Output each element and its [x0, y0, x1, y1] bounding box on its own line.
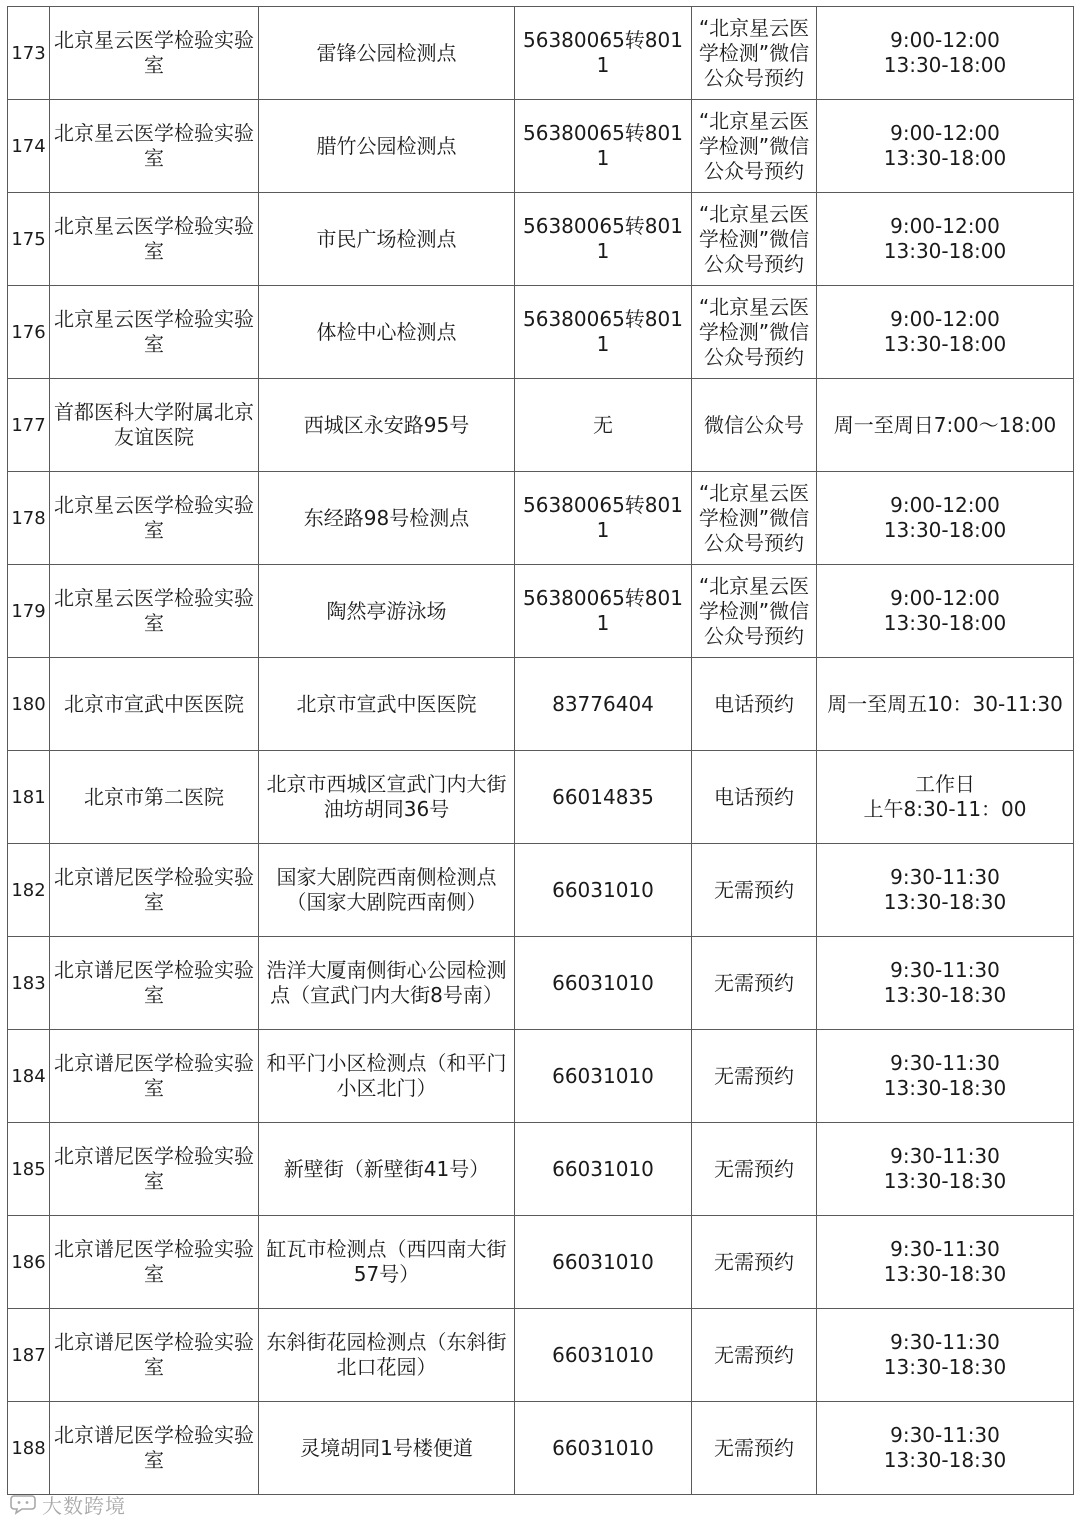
table-row	[8, 751, 1074, 844]
phone-cell: 66031010	[515, 844, 692, 937]
table-row	[8, 7, 1074, 100]
booking-method-cell: “北京星云医学检测”微信公众号预约	[692, 286, 817, 379]
phone-cell: 83776404	[515, 658, 692, 751]
table-row	[8, 1123, 1074, 1216]
row-number-cell: 188	[8, 1402, 50, 1495]
table-row	[8, 193, 1074, 286]
testing-sites-table	[7, 6, 1074, 1495]
organization-cell: 北京谱尼医学检验实验室	[50, 1309, 259, 1402]
hours-line: 9:00-12:00	[890, 28, 1000, 52]
speech-bubble-icon	[10, 1493, 36, 1515]
hours-line: 工作日	[915, 772, 975, 796]
phone-cell: 56380065转8011	[515, 565, 692, 658]
phone-cell: 56380065转8011	[515, 472, 692, 565]
phone-cell: 56380065转8011	[515, 100, 692, 193]
hours-line: 13:30-18:30	[883, 1448, 1007, 1472]
hours-line: 13:30-18:00	[883, 611, 1007, 635]
testing-site-cell: 西城区永安路95号	[259, 379, 515, 472]
hours-line: 周一至周日7:00～18:00	[833, 412, 1057, 437]
table-row	[8, 1402, 1074, 1495]
booking-method-cell: 无需预约	[692, 1216, 817, 1309]
organization-cell: 北京谱尼医学检验实验室	[50, 1123, 259, 1216]
organization-cell: 北京谱尼医学检验实验室	[50, 1030, 259, 1123]
hours-line: 13:30-18:30	[883, 1355, 1007, 1379]
hours-line: 周一至周五10：30-11:30	[827, 691, 1063, 716]
booking-method-cell: “北京星云医学检测”微信公众号预约	[692, 472, 817, 565]
table-row	[8, 472, 1074, 565]
phone-cell: 66031010	[515, 1216, 692, 1309]
table-row	[8, 937, 1074, 1030]
row-number-cell: 175	[8, 193, 50, 286]
booking-method-cell: “北京星云医学检测”微信公众号预约	[692, 193, 817, 286]
testing-site-cell: 市民广场检测点	[259, 193, 515, 286]
testing-site-cell: 浩洋大厦南侧街心公园检测点（宣武门内大街8号南）	[259, 937, 515, 1030]
booking-method-cell: 无需预约	[692, 1309, 817, 1402]
organization-cell: 北京市第二医院	[50, 751, 259, 844]
hours-cell	[817, 472, 1074, 565]
hours-line: 9:00-12:00	[890, 586, 1000, 610]
hours-cell	[817, 751, 1074, 844]
table-row	[8, 1216, 1074, 1309]
phone-cell: 56380065转8011	[515, 286, 692, 379]
row-number-cell: 180	[8, 658, 50, 751]
hours-cell	[817, 1030, 1074, 1123]
hours-line: 9:30-11:30	[890, 958, 1000, 982]
testing-site-cell: 东斜街花园检测点（东斜街北口花园）	[259, 1309, 515, 1402]
testing-site-cell: 灵境胡同1号楼便道	[259, 1402, 515, 1495]
phone-cell: 66031010	[515, 1123, 692, 1216]
row-number-cell: 176	[8, 286, 50, 379]
row-number-cell: 177	[8, 379, 50, 472]
testing-site-cell: 腊竹公园检测点	[259, 100, 515, 193]
table-row	[8, 286, 1074, 379]
organization-cell: 北京市宣武中医医院	[50, 658, 259, 751]
table-row	[8, 1309, 1074, 1402]
watermark-text: 大数跨境	[42, 1493, 126, 1518]
table-row	[8, 844, 1074, 937]
testing-site-cell: 北京市西城区宣武门内大街油坊胡同36号	[259, 751, 515, 844]
organization-cell: 北京星云医学检验实验室	[50, 7, 259, 100]
phone-cell: 无	[515, 379, 692, 472]
hours-line: 13:30-18:30	[883, 1169, 1007, 1193]
phone-cell: 66031010	[515, 1309, 692, 1402]
organization-cell: 北京星云医学检验实验室	[50, 193, 259, 286]
phone-cell: 56380065转8011	[515, 7, 692, 100]
hours-cell	[817, 7, 1074, 100]
hours-cell	[817, 844, 1074, 937]
hours-line: 13:30-18:00	[883, 239, 1007, 263]
hours-line: 9:30-11:30	[890, 1051, 1000, 1075]
row-number-cell: 174	[8, 100, 50, 193]
hours-cell	[817, 100, 1074, 193]
booking-method-cell: 电话预约	[692, 751, 817, 844]
hours-line: 上午8:30-11：00	[863, 797, 1027, 821]
testing-site-cell: 新壁街（新壁街41号）	[259, 1123, 515, 1216]
row-number-cell: 179	[8, 565, 50, 658]
hours-cell	[817, 193, 1074, 286]
table-body	[8, 7, 1074, 1495]
hours-line: 13:30-18:00	[883, 146, 1007, 170]
hours-line: 9:30-11:30	[890, 1423, 1000, 1447]
hours-cell	[817, 565, 1074, 658]
hours-cell	[817, 1216, 1074, 1309]
row-number-cell: 187	[8, 1309, 50, 1402]
hours-cell	[817, 658, 1074, 751]
hours-cell	[817, 1402, 1074, 1495]
organization-cell: 北京星云医学检验实验室	[50, 100, 259, 193]
hours-cell	[817, 1309, 1074, 1402]
booking-method-cell: 无需预约	[692, 937, 817, 1030]
hours-cell	[817, 379, 1074, 472]
hours-line: 13:30-18:30	[883, 890, 1007, 914]
booking-method-cell: 微信公众号	[692, 379, 817, 472]
hours-line: 13:30-18:30	[883, 1076, 1007, 1100]
organization-cell: 北京谱尼医学检验实验室	[50, 1216, 259, 1309]
organization-cell: 北京谱尼医学检验实验室	[50, 937, 259, 1030]
hours-line: 13:30-18:00	[883, 53, 1007, 77]
watermark	[10, 1489, 126, 1519]
organization-cell: 北京星云医学检验实验室	[50, 286, 259, 379]
organization-cell: 北京星云医学检验实验室	[50, 565, 259, 658]
hours-line: 13:30-18:30	[883, 983, 1007, 1007]
hours-cell	[817, 1123, 1074, 1216]
hours-line: 13:30-18:00	[883, 332, 1007, 356]
phone-cell: 66031010	[515, 1030, 692, 1123]
testing-site-cell: 体检中心检测点	[259, 286, 515, 379]
organization-cell: 北京谱尼医学检验实验室	[50, 1402, 259, 1495]
testing-site-cell: 和平门小区检测点（和平门小区北门）	[259, 1030, 515, 1123]
hours-line: 9:30-11:30	[890, 865, 1000, 889]
hours-line: 9:30-11:30	[890, 1330, 1000, 1354]
testing-site-cell: 国家大剧院西南侧检测点（国家大剧院西南侧）	[259, 844, 515, 937]
booking-method-cell: 无需预约	[692, 1030, 817, 1123]
booking-method-cell: 电话预约	[692, 658, 817, 751]
hours-line: 13:30-18:30	[883, 1262, 1007, 1286]
hours-line: 9:00-12:00	[890, 307, 1000, 331]
phone-cell: 66014835	[515, 751, 692, 844]
row-number-cell: 181	[8, 751, 50, 844]
row-number-cell: 178	[8, 472, 50, 565]
testing-site-cell: 雷锋公园检测点	[259, 7, 515, 100]
booking-method-cell: 无需预约	[692, 1123, 817, 1216]
row-number-cell: 186	[8, 1216, 50, 1309]
table-row	[8, 100, 1074, 193]
hours-cell	[817, 937, 1074, 1030]
organization-cell: 北京谱尼医学检验实验室	[50, 844, 259, 937]
table-row	[8, 379, 1074, 472]
booking-method-cell: 无需预约	[692, 844, 817, 937]
organization-cell: 北京星云医学检验实验室	[50, 472, 259, 565]
row-number-cell: 183	[8, 937, 50, 1030]
table-row	[8, 658, 1074, 751]
hours-line: 9:30-11:30	[890, 1144, 1000, 1168]
testing-site-cell: 陶然亭游泳场	[259, 565, 515, 658]
booking-method-cell: “北京星云医学检测”微信公众号预约	[692, 565, 817, 658]
testing-site-cell: 北京市宣武中医医院	[259, 658, 515, 751]
hours-line: 13:30-18:00	[883, 518, 1007, 542]
hours-line: 9:00-12:00	[890, 214, 1000, 238]
row-number-cell: 182	[8, 844, 50, 937]
phone-cell: 66031010	[515, 1402, 692, 1495]
phone-cell: 56380065转8011	[515, 193, 692, 286]
booking-method-cell: 无需预约	[692, 1402, 817, 1495]
phone-cell: 66031010	[515, 937, 692, 1030]
organization-cell: 首都医科大学附属北京友谊医院	[50, 379, 259, 472]
testing-site-cell: 缸瓦市检测点（西四南大街57号）	[259, 1216, 515, 1309]
row-number-cell: 184	[8, 1030, 50, 1123]
booking-method-cell: “北京星云医学检测”微信公众号预约	[692, 7, 817, 100]
hours-line: 9:00-12:00	[890, 493, 1000, 517]
booking-method-cell: “北京星云医学检测”微信公众号预约	[692, 100, 817, 193]
row-number-cell: 185	[8, 1123, 50, 1216]
hours-cell	[817, 286, 1074, 379]
table-row	[8, 565, 1074, 658]
table-row	[8, 1030, 1074, 1123]
testing-site-cell: 东经路98号检测点	[259, 472, 515, 565]
hours-line: 9:00-12:00	[890, 121, 1000, 145]
row-number-cell: 173	[8, 7, 50, 100]
hours-line: 9:30-11:30	[890, 1237, 1000, 1261]
